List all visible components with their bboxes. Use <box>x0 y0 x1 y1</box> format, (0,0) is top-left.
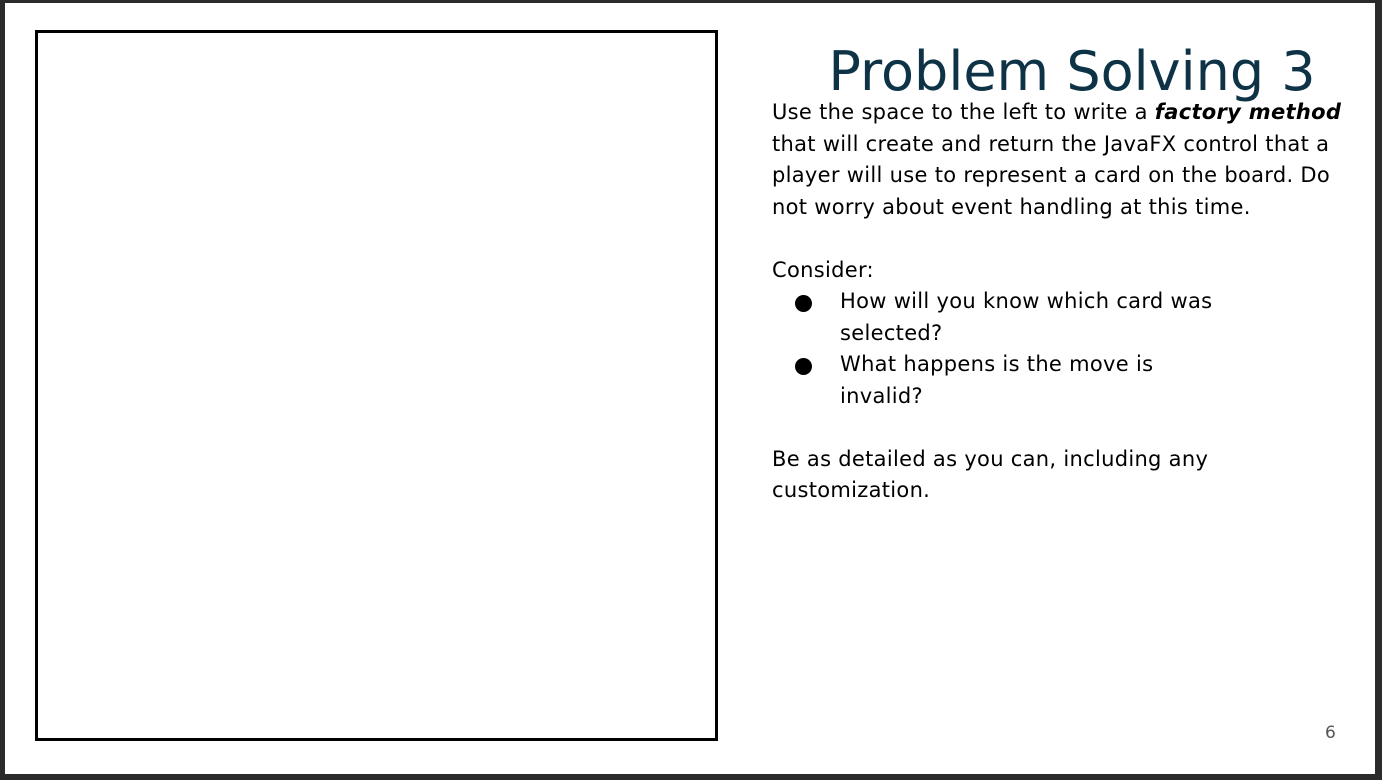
consider-label: Consider: <box>772 257 874 282</box>
bullet-icon <box>795 358 812 375</box>
intro-text-after: that will create and return the JavaFX control that a player will use to represent a card on the board. Do not worry about event handling at this time. <box>772 131 1331 219</box>
intro-text-before: Use the space to the left to write a <box>772 100 1155 124</box>
paragraph-spacer <box>772 412 1352 444</box>
intro-paragraph <box>772 97 1352 223</box>
consider-list <box>772 286 1352 412</box>
answer-box <box>35 30 718 741</box>
list-item <box>772 349 1240 412</box>
slide <box>5 3 1375 774</box>
paragraph-spacer <box>772 223 1352 255</box>
list-item-text: What happens is the move is invalid? <box>840 352 1154 408</box>
list-item <box>772 286 1240 349</box>
slide-body <box>772 97 1352 507</box>
page-number: 6 <box>1325 723 1336 743</box>
list-item-text: How will you know which card was selected? <box>840 289 1213 345</box>
bullet-icon <box>795 295 812 312</box>
intro-emphasis: factory method <box>1154 100 1342 124</box>
slide-title: Problem Solving 3 <box>828 40 1316 103</box>
closing-paragraph: Be as detailed as you can, including any customization. <box>772 446 1209 502</box>
